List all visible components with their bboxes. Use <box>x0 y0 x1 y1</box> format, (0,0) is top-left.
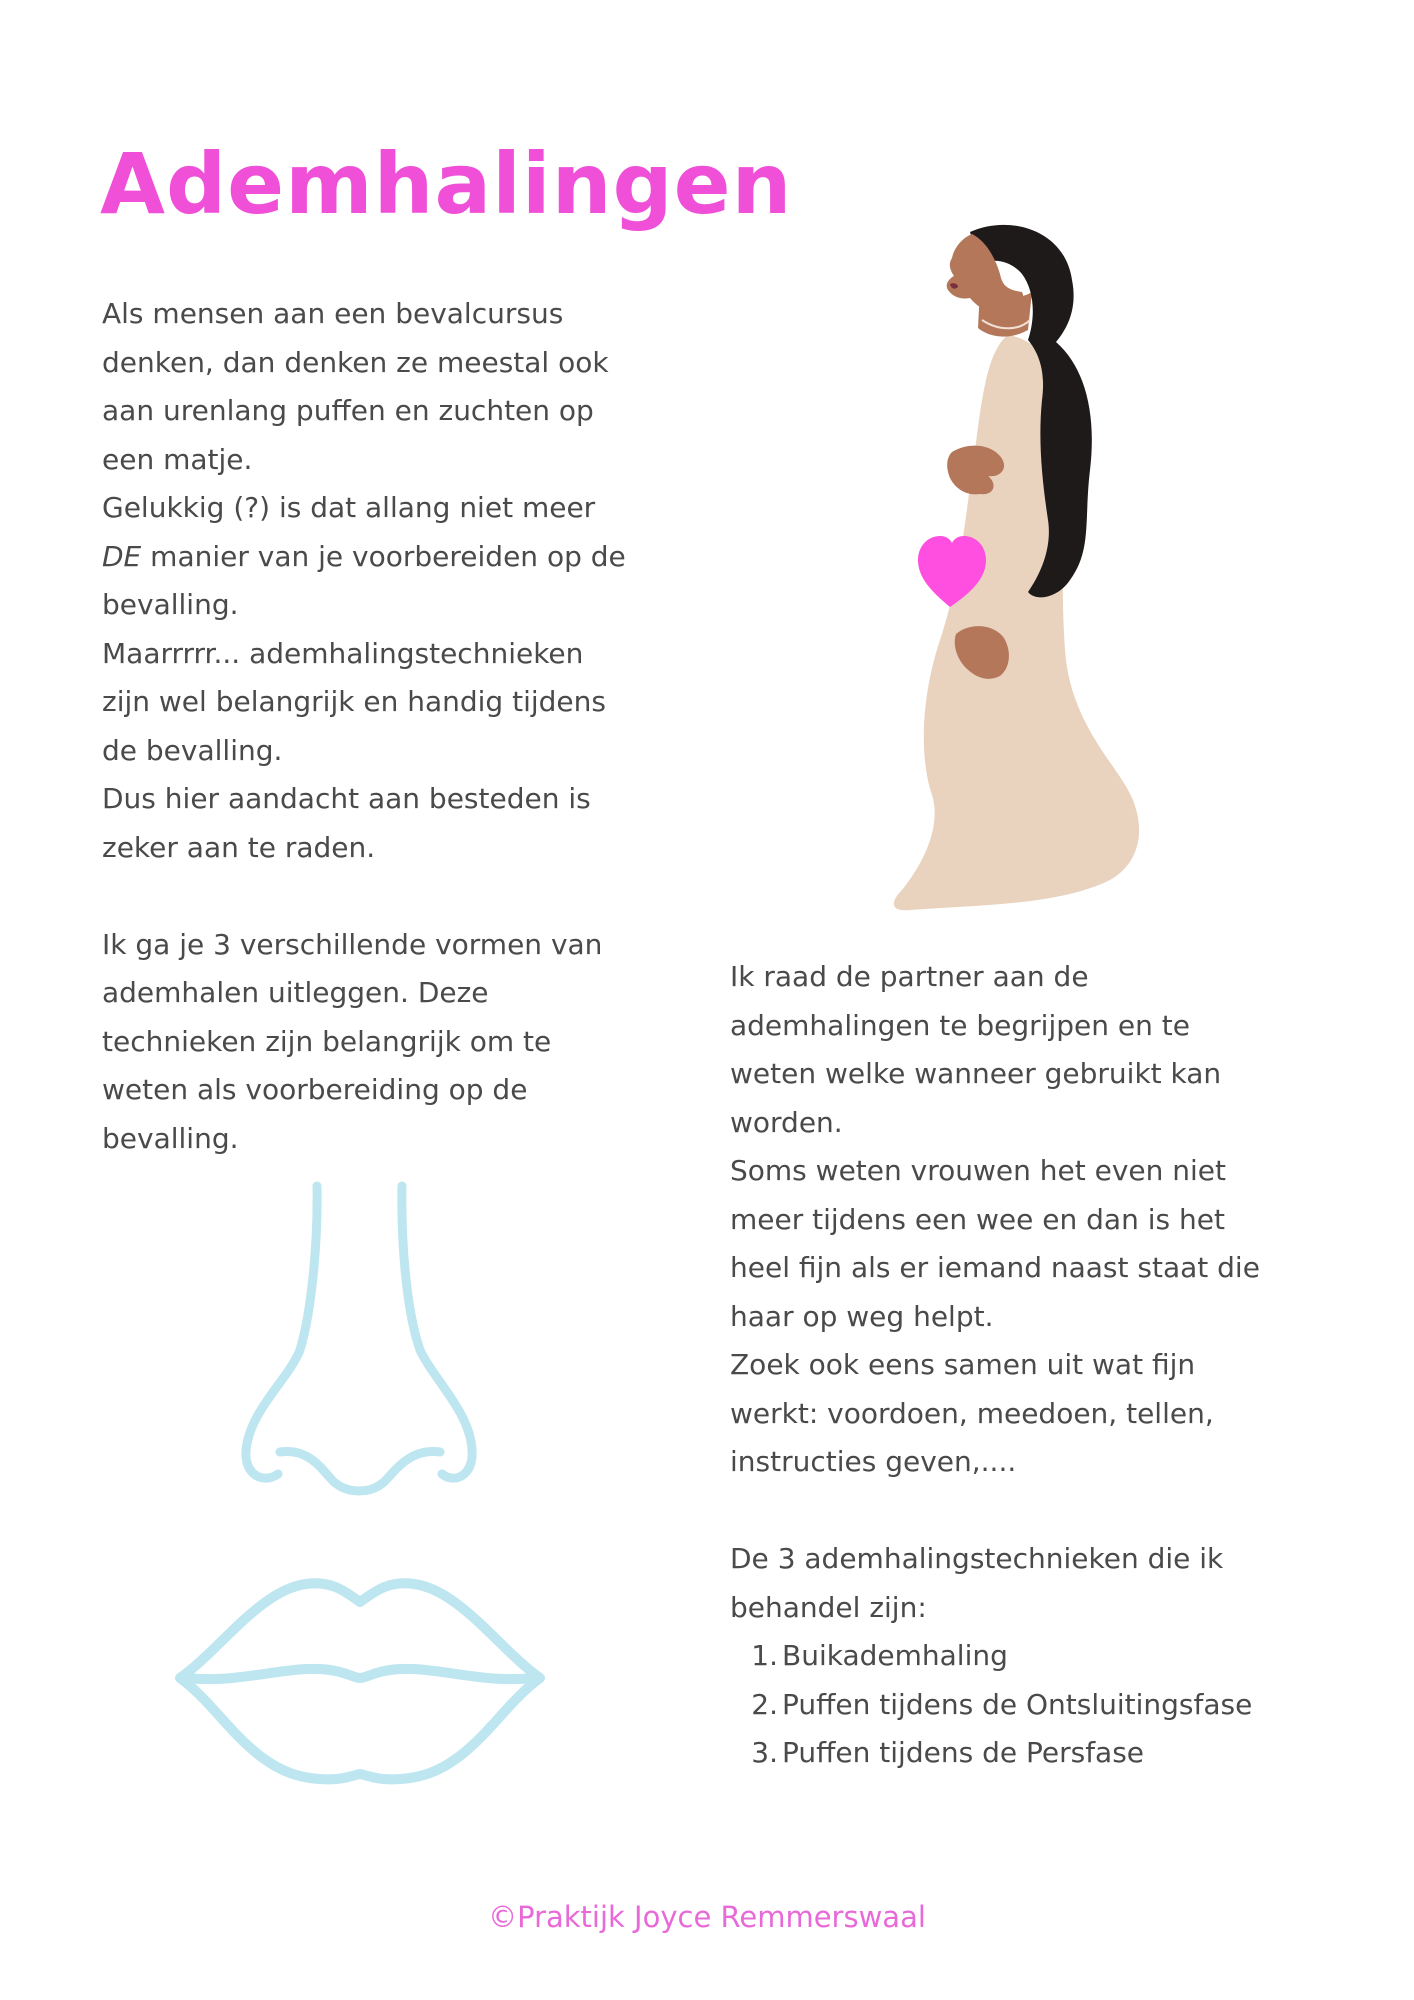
partner-line: weten welke wanneer gebruikt kan <box>730 1057 1222 1090</box>
partner-line: Ik raad de partner aan de <box>730 960 1089 993</box>
partner-line: worden. <box>730 1105 843 1139</box>
nose-right-line <box>402 1186 472 1478</box>
intro-line: de bevalling. <box>102 733 283 767</box>
list-item <box>730 1632 1290 1681</box>
partner-line: haar op weg helpt. <box>730 1299 994 1333</box>
footer-copyright: ©Praktijk Joyce Remmerswaal <box>488 1900 926 1934</box>
partner-line: Soms weten vrouwen het even niet <box>730 1154 1227 1187</box>
intro-line: bevalling. <box>102 588 239 621</box>
techniques-intro: behandel zijn: <box>730 1590 927 1624</box>
partner-line: Zoek ook eens samen uit wat fijn <box>730 1348 1196 1381</box>
intro-line: Dus hier aandacht aan besteden is <box>102 782 591 815</box>
nose-bottom-line <box>280 1452 440 1491</box>
partner-line: heel fijn als er iemand naast staat die <box>730 1251 1260 1284</box>
intro-line: aan urenlang puffen en zuchten op <box>102 394 594 427</box>
partner-text <box>730 953 1290 1778</box>
list-number: 2. <box>751 1687 778 1721</box>
intro-line: technieken zijn belangrijk om te <box>102 1024 552 1058</box>
partner-line: werkt: voordoen, meedoen, tellen, <box>730 1396 1214 1430</box>
paragraph-gap <box>102 872 662 921</box>
partner-line: ademhalingen te begrijpen en te <box>730 1008 1190 1042</box>
list-label: Buikademhaling <box>782 1639 1008 1672</box>
intro-line <box>102 533 662 582</box>
intro-line: weten als voorbereiding op de <box>102 1073 528 1106</box>
intro-line: Ik ga je 3 verschillende vormen van <box>102 927 603 961</box>
techniques-list <box>730 1632 1290 1778</box>
techniques-intro: De 3 ademhalingstechnieken die ik <box>730 1542 1224 1575</box>
intro-text <box>102 290 662 1163</box>
intro-line: Als mensen aan een bevalcursus <box>102 297 564 330</box>
list-number: 1. <box>751 1639 778 1672</box>
nose-icon <box>230 1180 490 1510</box>
intro-line: een matje. <box>102 442 253 476</box>
intro-line: zeker aan te raden. <box>102 830 376 864</box>
pregnant-woman-illustration <box>860 220 1240 920</box>
lips-middle <box>188 1669 532 1679</box>
emphasis-rest: manier van je voorbereiden op de <box>141 539 626 573</box>
list-item <box>730 1729 1290 1778</box>
list-number: 3. <box>751 1736 778 1769</box>
partner-line: instructies geven,.... <box>730 1445 1017 1478</box>
emphasis-word: DE <box>102 539 142 573</box>
intro-line: zijn wel belangrijk en handig tijdens <box>102 685 606 718</box>
list-label: Puffen tijdens de Ontsluitingsfase <box>782 1687 1253 1721</box>
intro-line: Gelukkig (?) is dat allang niet meer <box>102 491 596 524</box>
intro-line: Maarrrrr... ademhalingstechnieken <box>102 636 584 670</box>
lips-icon <box>170 1560 550 1800</box>
nose-left-line <box>246 1186 317 1478</box>
intro-line: bevalling. <box>102 1121 239 1155</box>
paragraph-gap <box>730 1487 1290 1536</box>
list-item <box>730 1681 1290 1730</box>
list-label: Puffen tijdens de Persfase <box>782 1736 1145 1769</box>
page-title: Ademhalingen <box>100 135 793 233</box>
intro-line: ademhalen uitleggen. Deze <box>102 976 489 1009</box>
dress-shape <box>894 335 1139 910</box>
partner-line: meer tijdens een wee en dan is het <box>730 1202 1225 1236</box>
intro-line: denken, dan denken ze meestal ook <box>102 345 609 379</box>
